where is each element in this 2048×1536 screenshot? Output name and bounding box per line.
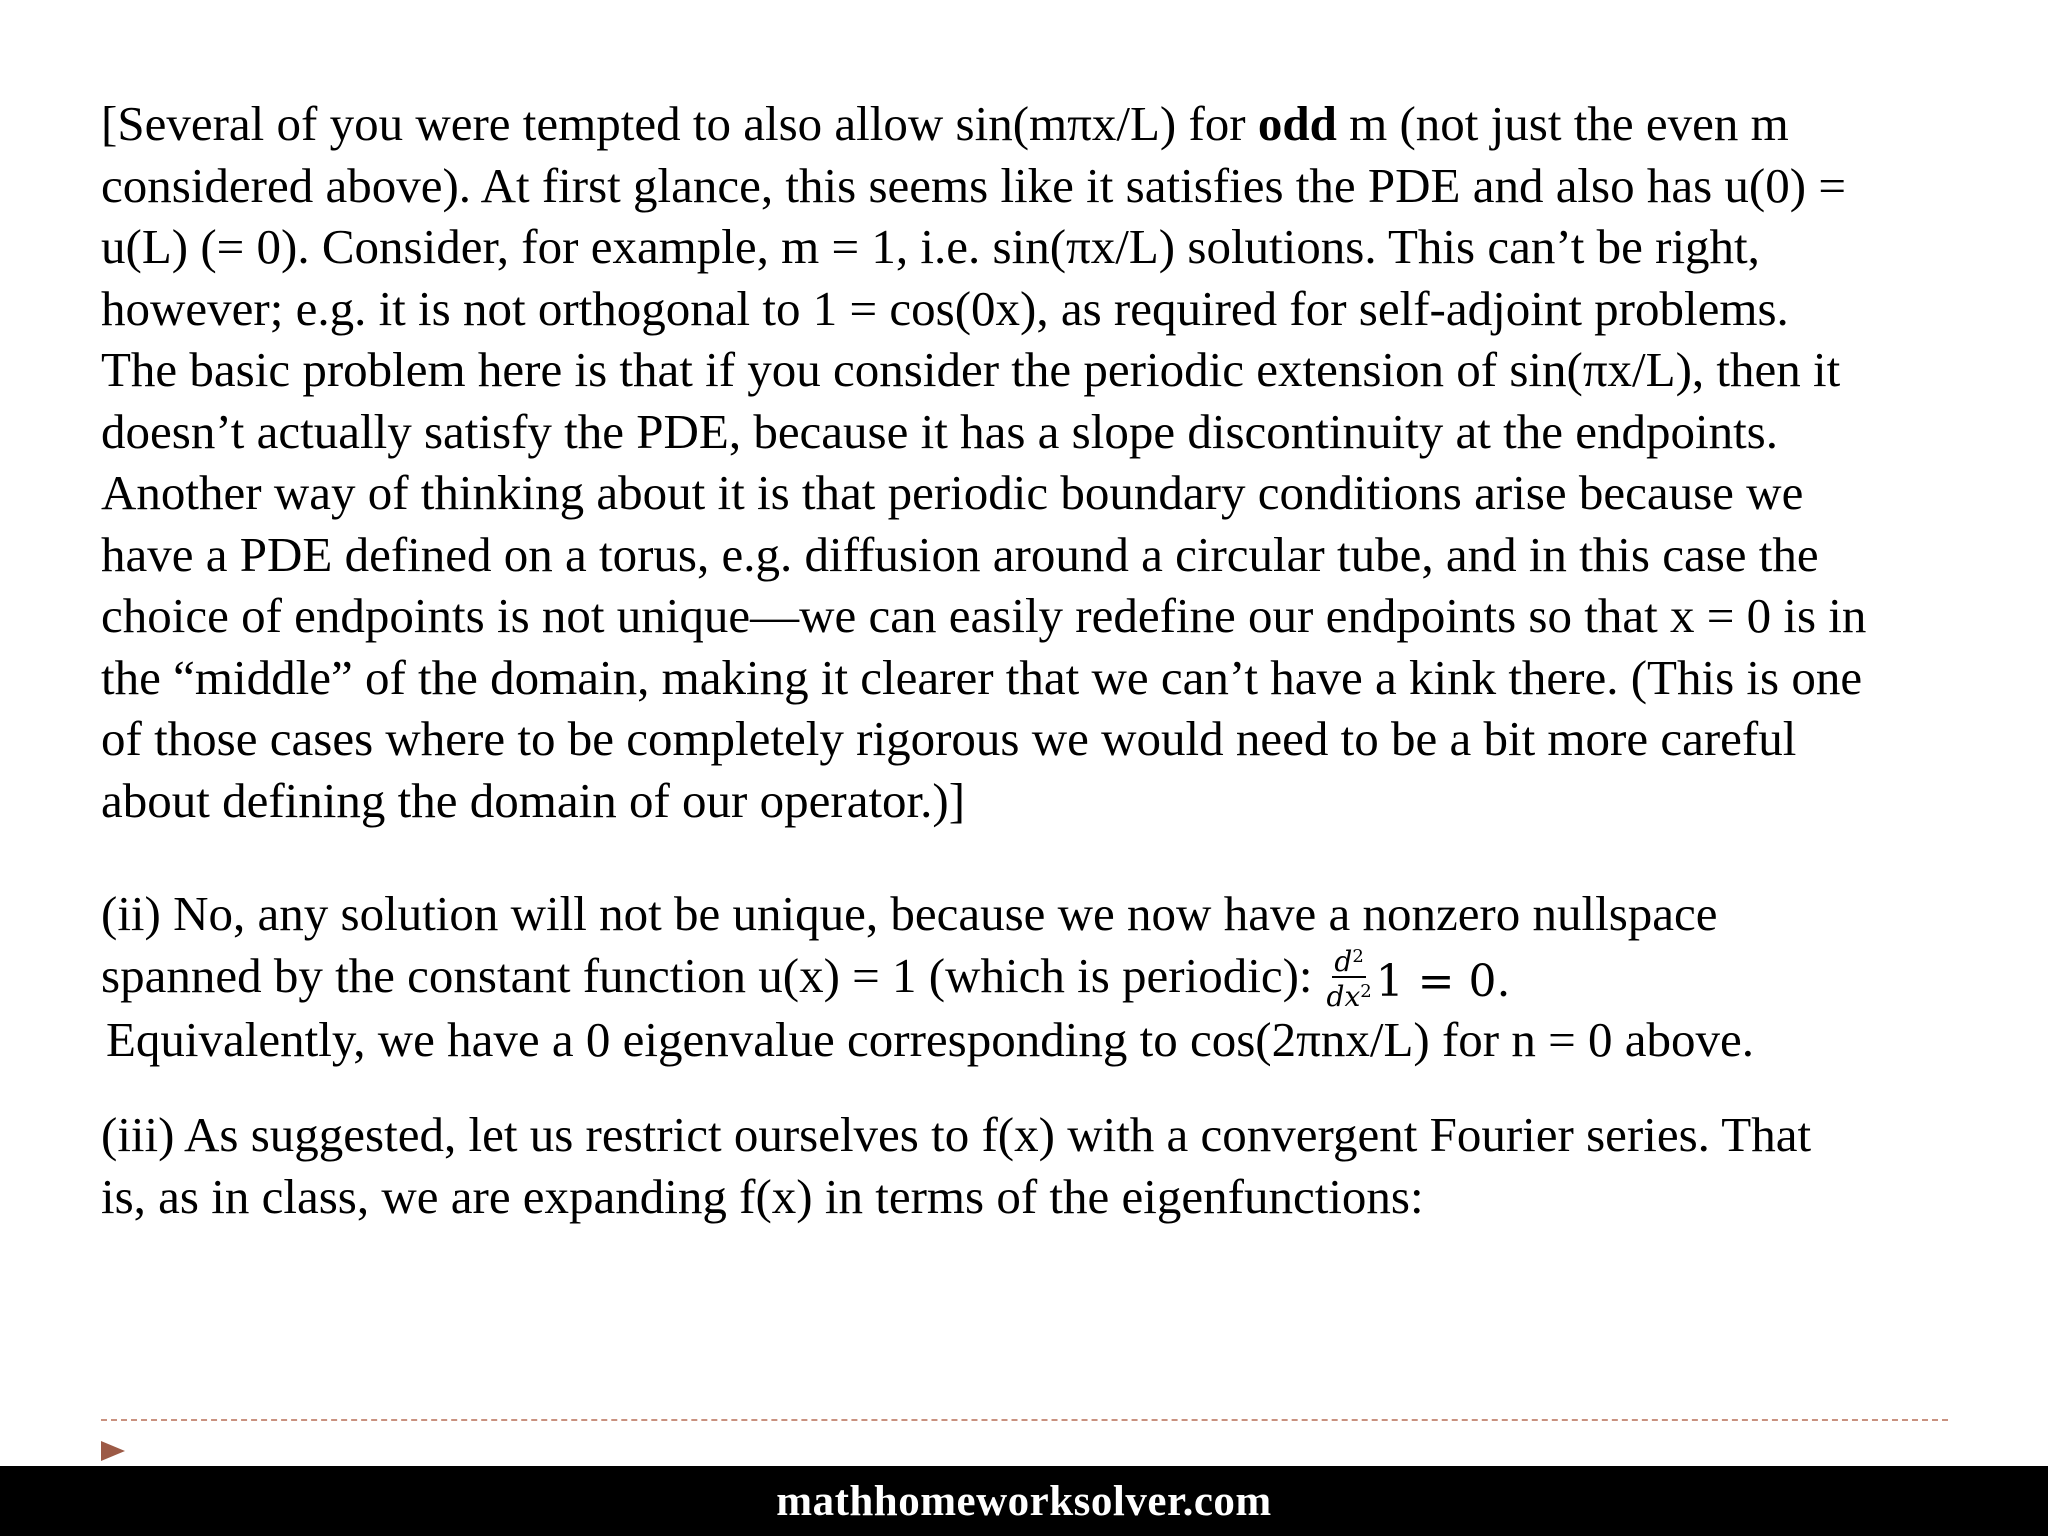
dashed-divider <box>101 1419 1948 1421</box>
text-line: doesn’t actually satisfy the PDE, because it has a slope discontinuity at the endpoints. <box>101 403 1779 459</box>
paragraph-odd-m-discussion <box>101 93 1971 831</box>
slide-triangle-marker-icon <box>101 1441 125 1461</box>
text-line: Equivalently, we have a 0 eigenvalue corresponding to cos(2πnx/L) for n = 0 above. <box>106 1011 1754 1067</box>
footer-bar <box>0 1466 2048 1536</box>
fraction-numerator <box>1332 943 1365 978</box>
text-line: is, as in class, we are expanding f(x) in terms of the eigenfunctions: <box>101 1168 1424 1224</box>
fraction-denominator <box>1327 978 1372 1011</box>
text-line: of those cases where to be completely rigorous we would need to be a bit more careful <box>101 711 1797 766</box>
text-line <box>101 93 1971 155</box>
text-line: (iii) As suggested, let us restrict ourselves to f(x) with a convergent Fourier series. That <box>101 1107 1812 1162</box>
text-line: (ii) No, any solution will not be unique, because we now have a nonzero nullspace <box>101 886 1718 941</box>
text-line: u(L) (= 0). Consider, for example, m = 1, i.e. sin(πx/L) solutions. This can’t be right, <box>101 219 1760 274</box>
derivative-fraction <box>1327 943 1372 1011</box>
text-line: about defining the domain of our operator.)] <box>101 772 966 828</box>
slide-content <box>101 93 1971 1227</box>
denominator-symbol: dx <box>1326 980 1361 1013</box>
equation-rhs: 1 = 0. <box>1375 955 1511 1007</box>
text-line-with-equation <box>101 945 1971 1013</box>
text-line: have a PDE defined on a torus, e.g. diffusion around a circular tube, and in this case the <box>101 526 1819 582</box>
text-run: m (not just the even m <box>1336 96 1789 151</box>
text-line: choice of endpoints is not unique—we can easily redefine our endpoints so that x = 0 is in <box>101 588 1867 643</box>
paragraph-part-iii <box>101 1104 1971 1227</box>
numerator-power: 2 <box>1352 946 1364 967</box>
text-line: considered above). At first glance, this seems like it satisfies the PDE and also has u(0) = <box>101 157 1846 213</box>
text-line: Another way of thinking about it is that periodic boundary conditions arise because we <box>101 465 1804 520</box>
paragraph-part-ii <box>101 883 1971 1070</box>
text-line: the “middle” of the domain, making it clearer that we can’t have a kink there. (This is one <box>101 649 1863 705</box>
text-line: however; e.g. it is not orthogonal to 1 = cos(0x), as required for self-adjoint problems. <box>101 280 1789 336</box>
text-run: spanned by the constant function u(x) = 1 (which is periodic): <box>101 947 1313 1003</box>
numerator-symbol: d <box>1334 945 1353 978</box>
footer-site-name: mathhomeworksolver.com <box>776 1477 1272 1525</box>
second-derivative-equation <box>1326 945 1511 1018</box>
bold-word-odd: odd <box>1257 96 1337 151</box>
text-run: [Several of you were tempted to also allow sin(mπx/L) for <box>101 96 1258 151</box>
denominator-power: 2 <box>1360 981 1372 1002</box>
text-line: The basic problem here is that if you consider the periodic extension of sin(πx/L), then it <box>101 342 1841 397</box>
